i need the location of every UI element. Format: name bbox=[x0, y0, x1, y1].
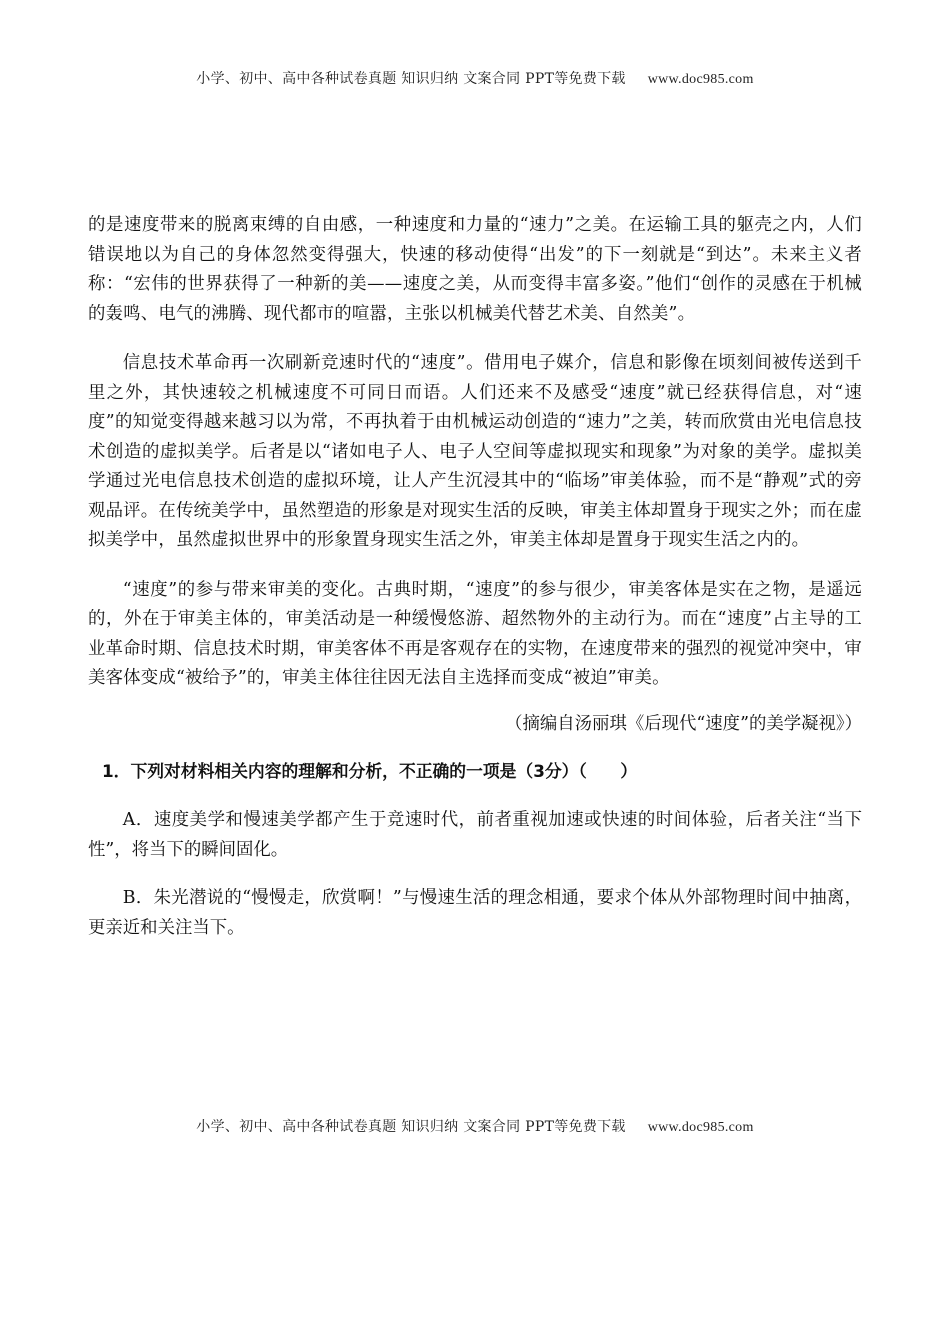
header-site-link[interactable]: www.doc985.com bbox=[647, 72, 754, 87]
paragraph-1: 的是速度带来的脱离束缚的自由感，一种速度和力量的“速力”之美。在运输工具的躯壳之内，人们错误地以为自己的身体忽然变得强大，快速的移动使得“出发”的下一刻就是“到达”。未来主义者称：“宏伟的世界获得了一种新的美——速度之美，从而变得丰富多姿。”他们“创作的灵感在于机械的轰鸣、电气的沸腾、现代都市的喧嚣，主张以机械美代替艺术美、自然美”。 bbox=[88, 215, 862, 324]
paragraph-2: 信息技术革命再一次刷新竞速时代的“速度”。借用电子媒介，信息和影像在顷刻间被传送到千里之外，其快速较之机械速度不可同日而语。人们还来不及感受“速度”就已经获得信息，对“速度”的知觉变得越来越习以为常，不再执着于由机械运动创造的“速力”之美，转而欣赏由光电信息技术创造的虚拟美学。后者是以“诸如电子人、电子人空间等虚拟现实和现象”为对象的美学。虚拟美学通过光电信息技术创造的虚拟环境，让人产生沉浸其中的“临场”审美体验，而不是“静观”式的旁观品评。在传统美学中，虽然塑造的形象是对现实生活的反映，审美主体却置身于现实之外；而在虚拟美学中，虽然虚拟世界中的形象置身现实生活之外，审美主体却是置身于现实生活之内的。 bbox=[88, 353, 862, 550]
header-text: 小学、初中、高中各种试卷真题 知识归纳 文案合同 PPT等免费下载 bbox=[196, 71, 626, 87]
page-footer bbox=[0, 1116, 950, 1136]
footer-text: 小学、初中、高中各种试卷真题 知识归纳 文案合同 PPT等免费下载 bbox=[196, 1119, 626, 1135]
question-1-stem: 1．下列对材料相关内容的理解和分析，不正确的一项是（3分）（ ） bbox=[102, 761, 638, 781]
option-b: B．朱光潜说的“慢慢走，欣赏啊！”与慢速生活的理念相通，要求个体从外部物理时间中抽离，更亲近和关注当下。 bbox=[88, 887, 862, 938]
option-a: A．速度美学和慢速美学都产生于竞速时代，前者重视加速或快速的时间体验，后者关注“当下性”，将当下的瞬间固化。 bbox=[88, 809, 862, 860]
source-citation: （摘编自汤丽琪《后现代“速度”的美学凝视》） bbox=[505, 713, 862, 734]
document-body bbox=[88, 211, 862, 961]
footer-site-link[interactable]: www.doc985.com bbox=[647, 1120, 754, 1135]
paragraph-3: “速度”的参与带来审美的变化。古典时期，“速度”的参与很少，审美客体是实在之物，是遥远的，外在于审美主体的，审美活动是一种缓慢悠游、超然物外的主动行为。而在“速度”占主导的工业革命时期、信息技术时期，审美客体不再是客观存在的实物，在速度带来的强烈的视觉冲突中，审美客体变成“被给予”的，审美主体往往因无法自主选择而变成“被迫”审美。 bbox=[88, 579, 862, 688]
page-header bbox=[0, 68, 950, 88]
